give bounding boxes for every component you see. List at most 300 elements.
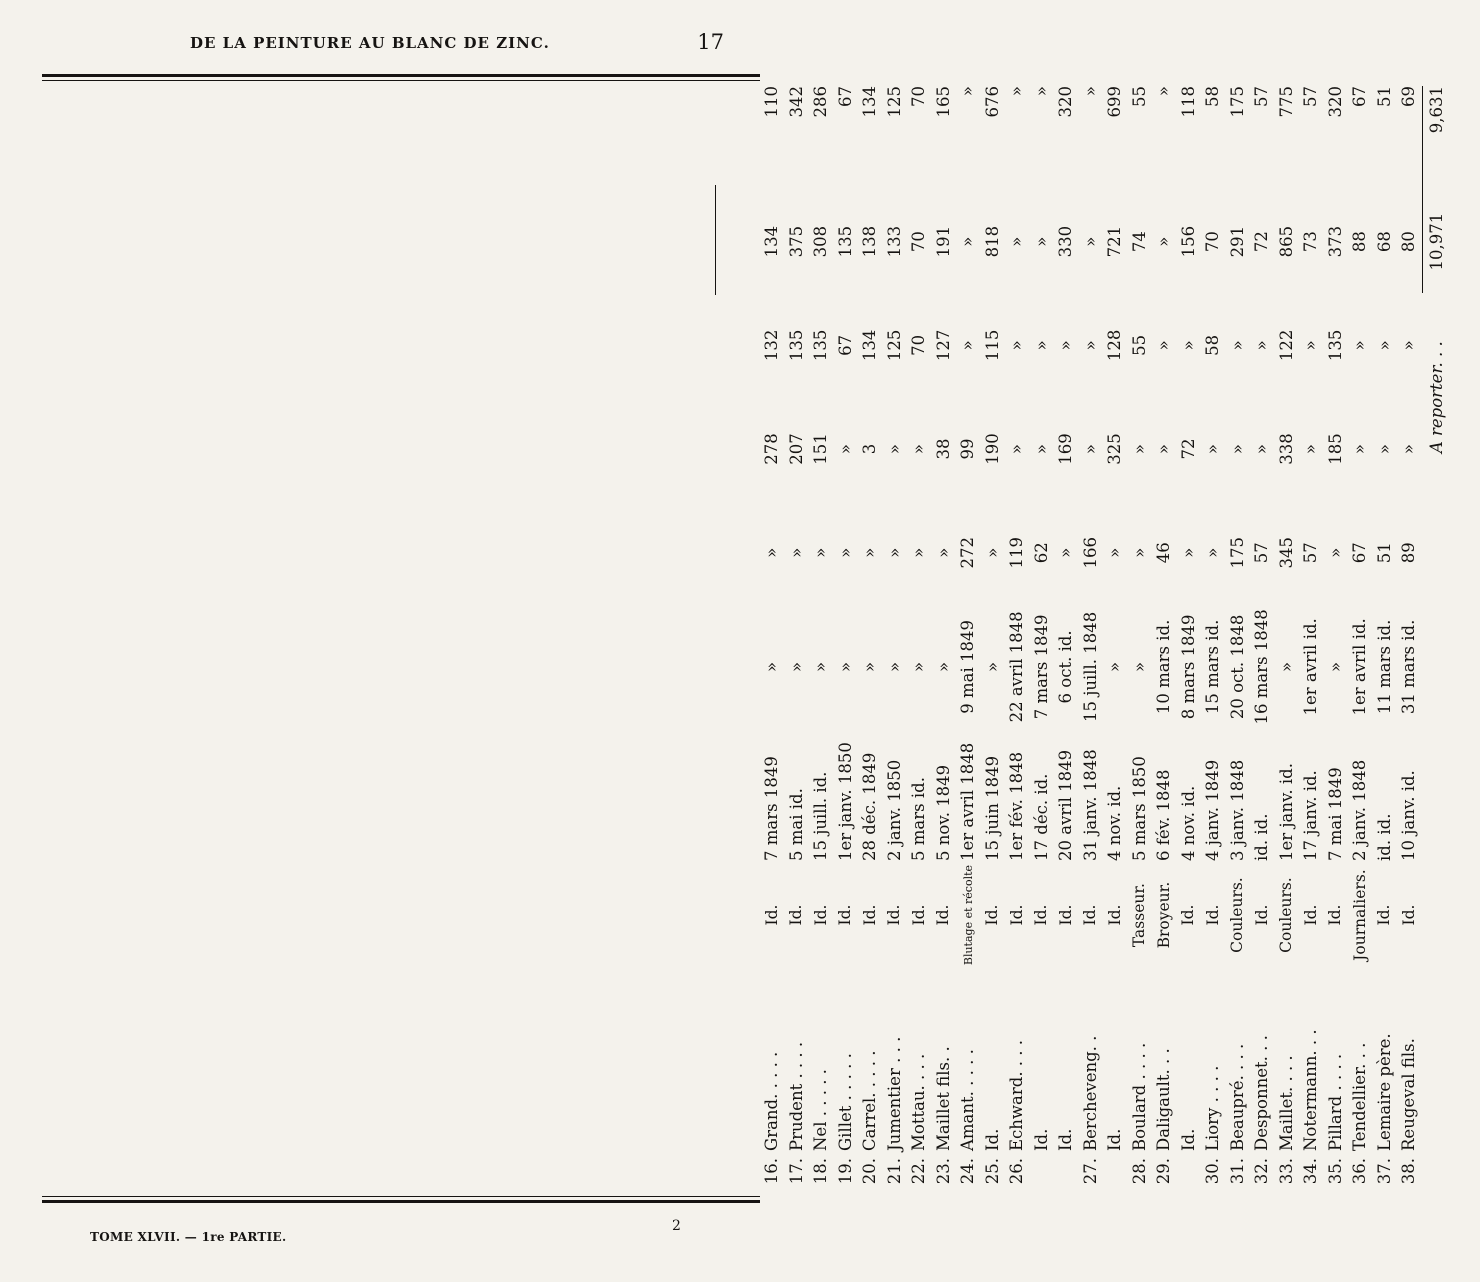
c3-cell: 115 [982,329,1002,362]
c1-cell: » [1129,547,1149,558]
c1-cell: 89 [1399,542,1419,564]
profession-cell: Id. [1179,904,1197,926]
profession-cell: Tasseur. [1130,883,1148,948]
c4-cell: 74 [1129,231,1149,253]
profession-cell: Id. [1399,904,1418,926]
row-number: 28. [1129,1158,1149,1185]
row-number: 25. [982,1158,1002,1185]
c3-cell: » [1007,340,1026,351]
c1-cell: » [786,547,806,558]
c2-cell: 278 [762,433,781,465]
date-exit-cell: » [860,661,879,672]
worker-cell [834,969,859,1196]
row-number: 38. [1399,1158,1419,1185]
c1-cell: 67 [1350,542,1369,564]
date-entry-cell: 5 mars id. [909,777,928,861]
profession-cell: Id. [836,904,854,926]
row-number: 37. [1374,1158,1394,1185]
table-row [760,86,785,1196]
row-number: 32. [1252,1158,1271,1185]
profession-cell: Blutage et récolte [961,864,975,966]
date-entry-cell: 4 janv. 1849 [1203,759,1222,861]
c5-cell: 58 [1203,86,1222,107]
table-row [1103,86,1128,1196]
c3-cell: 55 [1129,334,1149,356]
c2-cell: » [1301,443,1320,455]
c2-cell: 338 [1276,433,1296,465]
table-row [1299,86,1324,1196]
c1-cell: » [1105,547,1124,558]
date-entry-cell: id. id. [1252,813,1271,861]
date-entry-cell: 10 janv. id. [1399,770,1419,861]
carry-forward-label: A reporter. . . [1427,341,1446,454]
profession-cell: Id. [1032,904,1050,926]
c3-cell: » [1080,340,1100,351]
worker-name: Desponnet. . . [1252,1035,1271,1151]
profession-cell: Id. [885,904,903,926]
c4-cell: » [1154,236,1173,247]
c3-cell: 58 [1203,334,1222,356]
page-header [0,30,800,58]
c2-cell: 325 [1105,433,1124,465]
c4-cell: 135 [835,225,855,258]
total-c4: 10,971 [1422,190,1453,294]
table-row [956,86,981,1196]
date-entry-cell: 31 janv. 1848 [1080,749,1100,861]
profession-cell: Id. [1203,904,1222,926]
row-number: 24. [958,1158,977,1185]
c1-cell: » [1056,547,1075,558]
worker-cell [1103,969,1128,1196]
table-row [1128,86,1153,1196]
date-exit-cell: 8 mars 1849 [1178,614,1198,720]
profession-cell: Id. [934,904,952,926]
c1-cell: 166 [1080,537,1100,569]
c3-cell: 127 [933,329,953,362]
worker-cell [1201,969,1226,1196]
worker-cell [1299,969,1324,1196]
c3-cell: » [1301,340,1320,351]
c2-cell: » [1007,443,1026,455]
worker-cell [1397,969,1422,1196]
worker-cell [1226,969,1251,1196]
date-exit-cell: 20 oct. 1848 [1227,614,1247,720]
c3-cell: » [1227,340,1247,351]
table-row [1005,86,1030,1196]
date-entry-cell: 5 mars 1850 [1129,756,1149,861]
c5-cell: 125 [884,86,904,118]
c4-cell: 134 [762,225,781,258]
date-exit-cell: 10 mars id. [1154,619,1173,715]
table-row [1030,86,1055,1196]
date-exit-cell: 15 mars id. [1203,619,1222,715]
c5-cell: 342 [786,86,806,118]
c3-cell: » [1056,340,1075,351]
c1-cell: 46 [1154,542,1173,564]
date-exit-cell: » [909,661,928,672]
c5-cell: 699 [1105,86,1124,118]
date-exit-cell: » [884,661,904,672]
c3-cell: 135 [811,329,830,362]
date-exit-cell: » [1325,661,1345,672]
worker-cell [785,969,810,1196]
date-entry-cell: 4 nov. id. [1178,785,1198,861]
row-number: 26. [1007,1158,1026,1185]
c1-cell: 62 [1031,542,1051,564]
c4-cell: 138 [860,225,879,258]
c3-cell: 132 [762,329,781,362]
date-entry-cell: 1er fév. 1848 [1007,751,1026,861]
c2-cell: » [1374,443,1394,455]
worker-name: Nel . . . . . [811,1069,830,1151]
date-entry-cell: 28 déc. 1849 [860,752,879,861]
c5-cell: » [1154,86,1173,97]
c3-cell: 128 [1105,329,1124,362]
date-entry-cell: 2 janv. 1850 [884,759,904,861]
profession-cell: Id. [983,904,1001,926]
c1-cell: » [884,547,904,558]
table-row [1373,86,1398,1196]
worker-cell [858,969,883,1196]
table-row [907,86,932,1196]
date-exit-cell: » [762,661,781,672]
volume-line: TOME XLVII. — 1re PARTIE. [90,1230,287,1244]
c2-cell: » [1203,443,1222,455]
row-number: 17. [786,1158,806,1185]
worker-cell [883,969,908,1196]
date-entry-cell: 5 mai id. [786,788,806,861]
c1-cell: 175 [1227,537,1247,569]
c5-cell: 69 [1399,86,1418,107]
worker-name: Gillet . . . . . [835,1053,855,1151]
bottom-rule [42,1196,760,1197]
c5-cell: 320 [1325,86,1345,118]
worker-name: Boulard . . . . [1129,1042,1149,1151]
c2-cell: » [835,443,855,455]
date-exit-cell: 22 avril 1848 [1007,611,1026,723]
row-number: 18. [811,1158,830,1185]
total-c5: 9,631 [1422,86,1453,190]
row-number: 31. [1227,1158,1247,1185]
table-row [1226,86,1251,1196]
total-row [1422,86,1453,1196]
date-exit-cell: 11 mars id. [1374,619,1394,715]
worker-cell [1250,969,1275,1196]
top-rule [42,74,760,77]
c1-cell: » [933,547,953,558]
date-entry-cell: 20 avril 1849 [1056,749,1075,861]
c1-cell: 119 [1007,537,1026,569]
c2-cell: » [1031,443,1051,455]
profession-cell: Id. [762,904,781,926]
c1-cell: » [860,547,879,558]
c1-cell: » [909,547,928,558]
worker-name: Mottau. . . . [909,1053,928,1151]
worker-name: Maillet. . . . [1276,1055,1296,1151]
date-exit-cell: 1er avril id. [1301,618,1320,716]
c5-cell: 165 [933,86,953,118]
worker-cell [1177,969,1202,1196]
table-row [883,86,908,1196]
row-number: 34. [1301,1158,1320,1185]
c2-cell: 207 [786,433,806,465]
c1-cell: 51 [1374,542,1394,564]
table-row [1152,86,1177,1196]
c1-cell: 345 [1276,537,1296,569]
c2-cell: » [1154,443,1173,455]
c5-cell: 110 [762,86,781,118]
c4-cell: 191 [933,225,953,258]
c3-cell: » [958,340,977,351]
row-number: 19. [835,1158,855,1185]
c4-cell: 865 [1276,225,1296,258]
rotated-table [760,86,1480,1196]
profession-cell: Id. [1326,904,1344,926]
date-entry-cell: 7 mai 1849 [1325,767,1345,861]
c2-cell: » [1399,443,1419,455]
worker-name: Daligault. . . [1154,1048,1173,1151]
c3-cell: » [1178,340,1198,351]
table-row [834,86,859,1196]
c5-cell: » [1007,86,1026,97]
c1-cell: » [1178,547,1198,558]
worker-cell [1275,969,1300,1196]
c2-cell: » [1252,443,1271,455]
c5-cell: » [1080,86,1100,97]
row-number: 27. [1080,1158,1100,1185]
worker-name: Tendellier. . . [1350,1042,1369,1151]
date-entry-cell: 4 nov. id. [1105,785,1124,861]
table-row [981,86,1006,1196]
c3-cell: » [1252,340,1271,351]
worker-cell [809,969,834,1196]
row-number: 21. [884,1158,904,1185]
c3-cell: » [1399,340,1419,351]
profession-cell: Id. [787,904,805,926]
c3-cell: » [1031,340,1051,351]
date-exit-cell: 9 mai 1849 [958,620,977,714]
c5-cell: 57 [1252,86,1271,107]
row-number: 36. [1350,1158,1369,1185]
c2-cell: 185 [1325,433,1345,465]
profession-cell: Id. [909,904,928,926]
date-exit-cell: 16 mars 1848 [1252,609,1271,725]
c4-cell: » [1031,236,1051,247]
profession-cell: Id. [1056,904,1075,926]
c3-cell: 135 [786,329,806,362]
profession-cell: Id. [1105,904,1124,926]
c4-cell: 70 [1203,231,1222,253]
c4-cell: 72 [1252,231,1271,253]
table-row [1348,86,1373,1196]
c5-cell: 134 [860,86,879,118]
worker-cell [1324,969,1349,1196]
date-exit-cell: » [1129,661,1149,672]
c1-cell: » [1203,547,1222,558]
table-row [1324,86,1349,1196]
worker-name: Prudent . . . . [786,1041,806,1151]
c5-cell: 286 [811,86,830,118]
table-row [858,86,883,1196]
c5-cell: 67 [1350,86,1369,107]
row-number: 30. [1203,1158,1222,1185]
date-exit-cell: 1er avril id. [1350,618,1369,716]
c3-cell: » [1374,340,1394,351]
worker-name: Amant. . . . . [958,1049,977,1151]
worker-name: Reugeval fils. [1399,1038,1419,1151]
date-entry-cell: 2 janv. 1848 [1350,759,1369,861]
data-table [760,86,1453,1196]
worker-name: Lemaire père. [1374,1033,1394,1151]
table-row [932,86,957,1196]
top-rule-thin [42,80,760,81]
c5-cell: 70 [909,86,928,107]
c4-cell: » [958,236,977,247]
date-entry-cell: 1er janv. id. [1276,763,1296,861]
c2-cell: 190 [982,433,1002,465]
worker-name: Notermann. . . [1301,1029,1320,1151]
worker-cell [956,969,981,1196]
date-entry-cell: 3 janv. 1848 [1227,759,1247,861]
c4-cell: 156 [1178,225,1198,258]
c2-cell: 38 [933,438,953,460]
c4-cell: 291 [1227,225,1247,258]
row-number: 33. [1276,1158,1296,1185]
worker-name: Id. [1178,1128,1198,1151]
c5-cell: 118 [1178,86,1198,118]
c5-cell: 55 [1129,86,1149,107]
c4-cell: 73 [1301,231,1320,253]
c1-cell: 272 [958,537,977,569]
c3-cell: 134 [860,329,879,362]
c4-cell: 375 [786,225,806,258]
c5-cell: 57 [1301,86,1320,107]
worker-cell [932,969,957,1196]
date-entry-cell: 17 janv. id. [1301,770,1320,861]
c3-cell: 67 [835,334,855,356]
table-row [785,86,810,1196]
row-number: 29. [1154,1158,1173,1185]
profession-cell: Couleurs. [1277,877,1295,953]
c3-cell: 122 [1276,329,1296,362]
bottom-rule-thick [42,1200,760,1203]
profession-cell: Couleurs. [1228,877,1246,953]
c1-cell: » [811,547,830,558]
c5-cell: » [958,86,977,97]
total-spacer [1422,501,1453,1196]
c4-cell: 818 [982,225,1002,258]
worker-name: Beaupré. . . . [1227,1043,1247,1151]
table-row [1177,86,1202,1196]
date-exit-cell: » [1276,661,1296,672]
c4-cell: 330 [1056,225,1075,258]
profession-cell: Id. [1375,904,1393,926]
table-row [1201,86,1226,1196]
date-entry-cell: 1er avril 1848 [958,742,977,861]
profession-cell: Id. [1301,904,1320,926]
c2-cell: » [909,443,928,455]
profession-cell: Broyeur. [1154,881,1173,949]
row-number: 16. [762,1158,781,1185]
c4-cell: 80 [1399,231,1418,253]
date-exit-cell: 6 oct. id. [1056,630,1075,704]
date-entry-cell: 6 fév. 1848 [1154,769,1173,861]
worker-cell [760,969,785,1196]
c1-cell: » [762,547,781,558]
c2-cell: » [1227,443,1247,455]
date-entry-cell: 7 mars 1849 [762,756,781,861]
c4-cell: 88 [1350,231,1369,253]
worker-cell [981,969,1006,1196]
c1-cell: 57 [1301,542,1320,564]
c2-cell: 3 [860,443,879,455]
c4-cell: 133 [884,225,904,258]
c3-cell: » [1154,340,1173,351]
row-number: 23. [933,1158,953,1185]
c3-cell: 70 [909,334,928,356]
worker-cell [1348,969,1373,1196]
worker-name: Bercheveng. . [1080,1035,1100,1151]
c5-cell: 175 [1227,86,1247,118]
worker-name: Id. [1105,1128,1124,1151]
c3-cell: 135 [1325,329,1345,362]
worker-name: Carrel. . . . . [860,1050,879,1151]
profession-cell: Journaliers. [1350,869,1369,961]
c3-cell: 125 [884,329,904,362]
c2-cell: 99 [958,438,977,460]
table-row [1250,86,1275,1196]
date-exit-cell: » [786,661,806,672]
worker-cell [1152,969,1177,1196]
c1-cell: » [982,547,1002,558]
c4-cell: 70 [909,231,928,253]
c2-cell: 169 [1056,433,1075,465]
worker-name: Id. [982,1128,1002,1151]
worker-name: Echward. . . . [1007,1039,1026,1151]
date-exit-cell: » [982,661,1002,672]
date-exit-cell: » [1105,661,1124,672]
profession-cell: Id. [1252,904,1271,926]
profession-cell: Id. [1081,904,1099,926]
worker-cell [1079,969,1104,1196]
worker-name: Jumentier . . . [884,1036,904,1151]
c5-cell: 775 [1276,86,1296,118]
running-title: DE LA PEINTURE AU BLANC DE ZINC. [190,34,550,52]
profession-cell: Id. [860,904,879,926]
c2-cell: » [1080,443,1100,455]
table-row [1275,86,1300,1196]
c1-cell: » [1325,547,1345,558]
date-entry-cell: 15 juill. id. [811,771,830,861]
table-row [1397,86,1422,1196]
worker-name: Pillard . . . . [1325,1053,1345,1151]
c1-cell: 57 [1252,542,1271,564]
date-exit-cell: » [933,661,953,672]
profession-cell: Id. [1007,904,1026,926]
worker-cell [1373,969,1398,1196]
date-entry-cell: 5 nov. 1849 [933,764,953,861]
c5-cell: » [1031,86,1051,97]
date-exit-cell: 31 mars id. [1399,619,1419,715]
date-exit-cell: » [811,661,830,672]
c1-cell: » [835,547,855,558]
c2-cell: 72 [1178,438,1198,460]
date-entry-cell: 1er janv. 1850 [835,742,855,861]
c4-cell: 68 [1374,231,1394,253]
c3-cell: » [1350,340,1369,351]
page-number: 17 [697,30,724,54]
c4-cell: 721 [1105,225,1124,258]
